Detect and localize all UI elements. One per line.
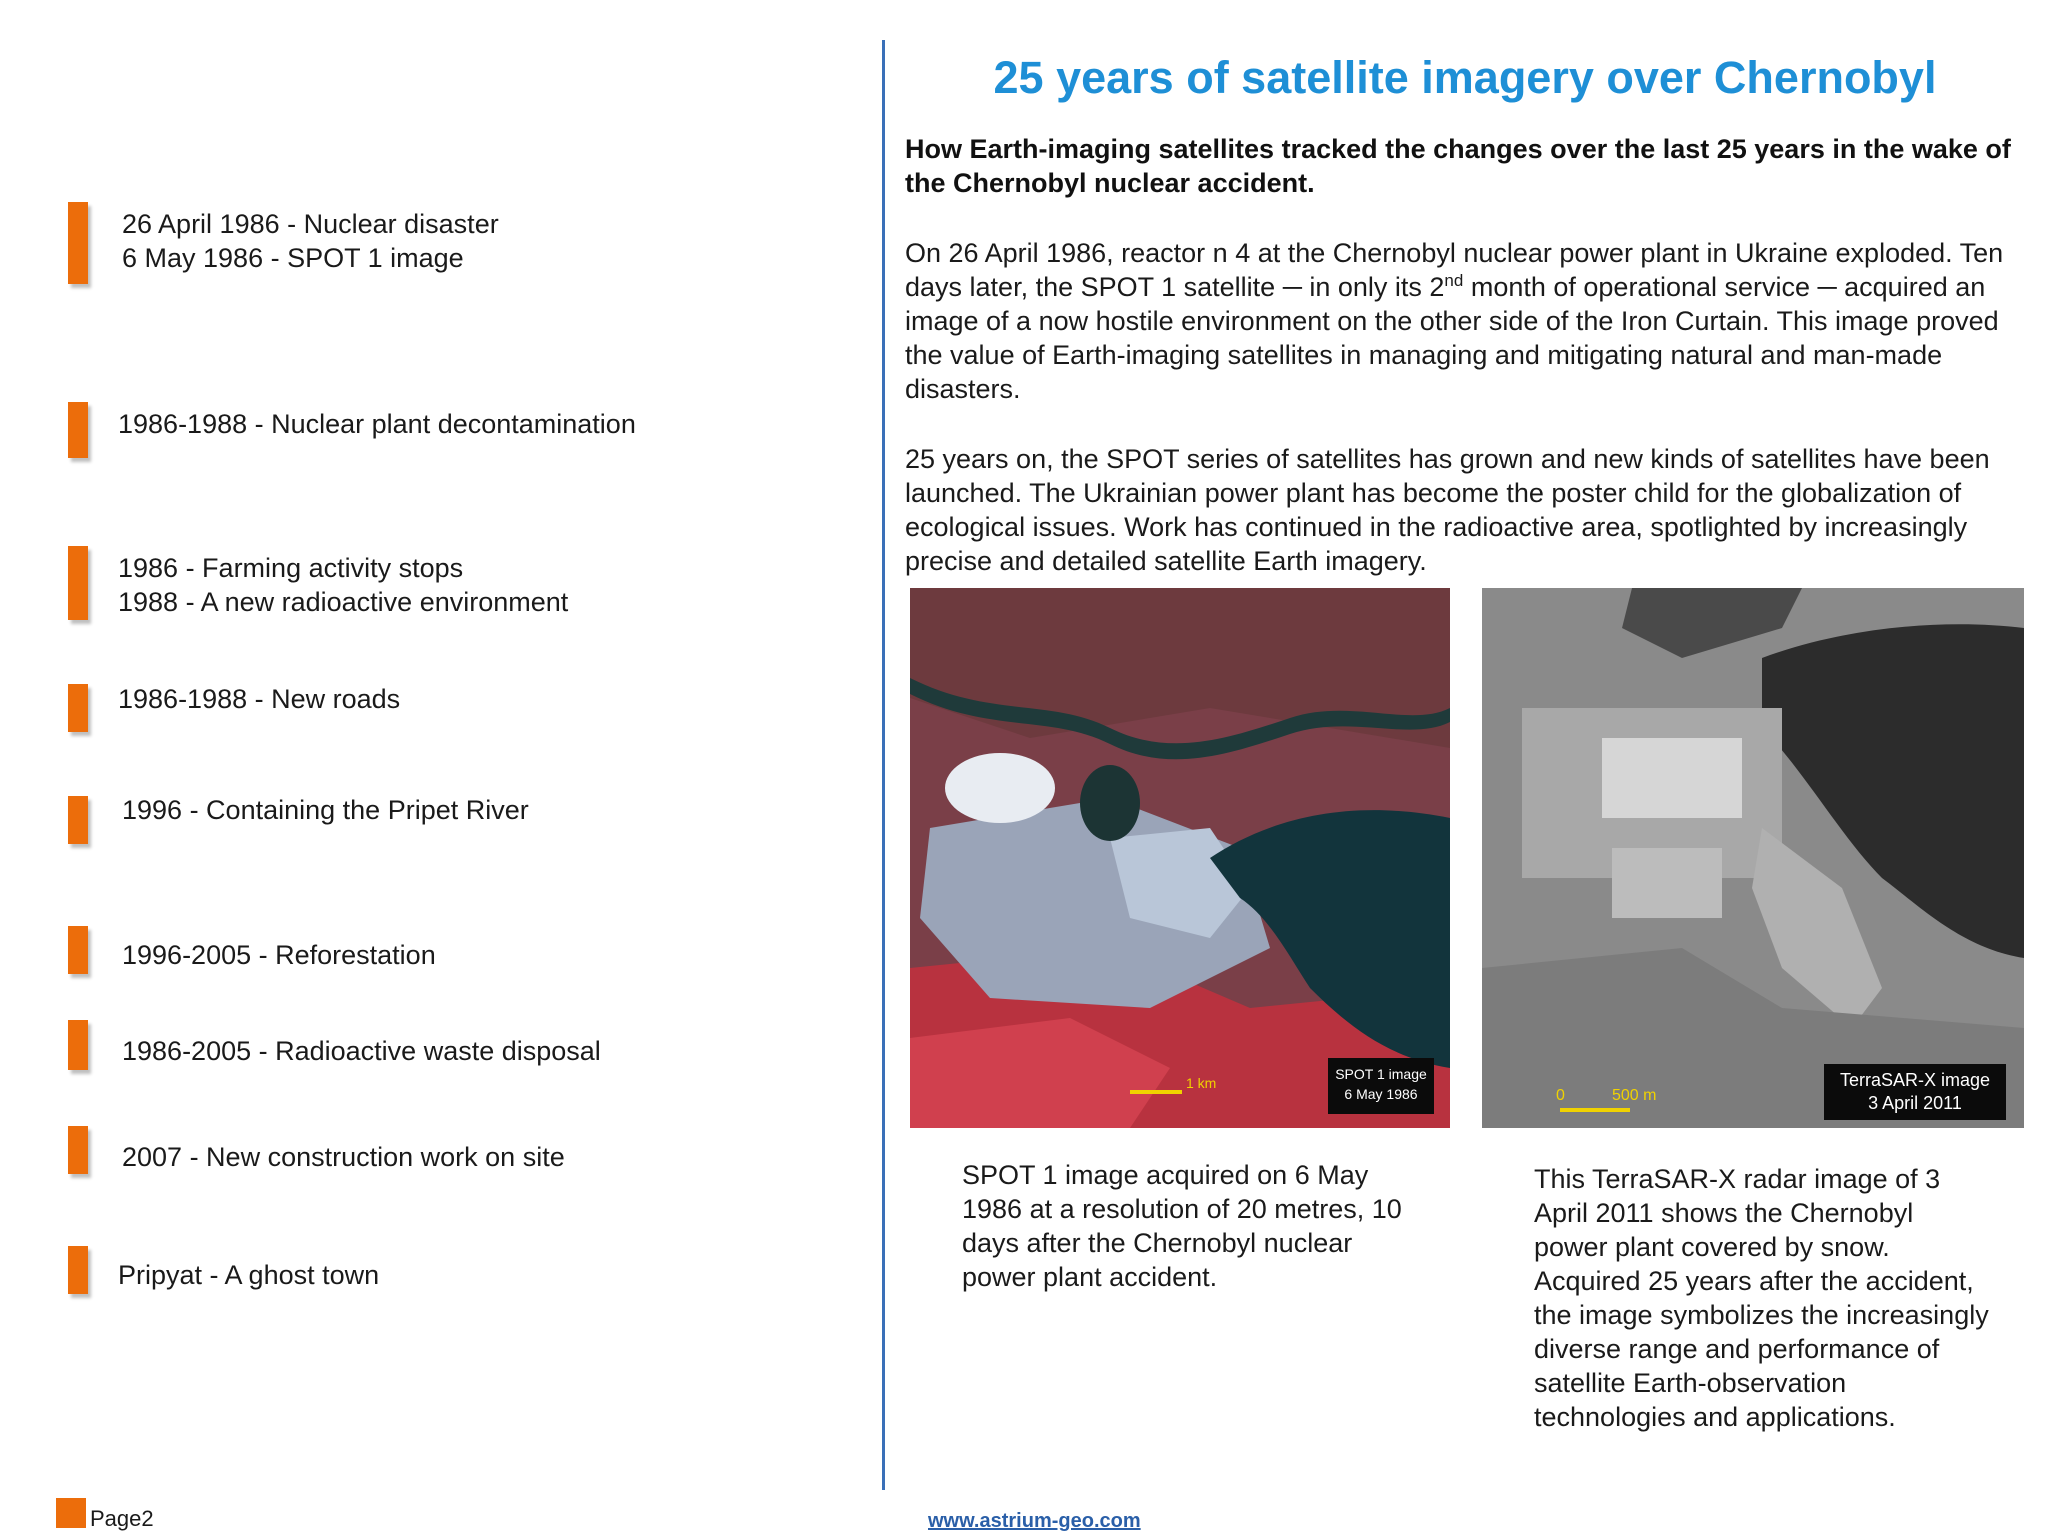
river-loop (1080, 765, 1140, 841)
timeline-marker (68, 1126, 88, 1174)
timeline-text (122, 1034, 601, 1068)
spot1-label-line1: SPOT 1 image (1335, 1066, 1427, 1082)
terrasar-label-line1: TerraSAR-X image (1839, 1070, 1991, 1090)
spot1-image-graphic (910, 588, 1450, 1128)
timeline-text (122, 207, 499, 275)
superscript: nd (1444, 271, 1464, 290)
sand-area (945, 753, 1055, 823)
page-title: 25 years of satellite imagery over Chernobyl (993, 52, 1937, 103)
timeline-line: Pripyat - A ghost town (118, 1260, 380, 1290)
timeline-marker (68, 1246, 88, 1294)
spot1-scale-label: 1 km (1186, 1075, 1217, 1091)
timeline-marker (68, 926, 88, 974)
timeline-text (118, 551, 568, 619)
timeline-line: 1986-2005 - Radioactive waste disposal (122, 1036, 601, 1066)
timeline-text (118, 407, 636, 441)
timeline-text (118, 682, 400, 716)
timeline-marker (68, 402, 88, 458)
page-number: Page2 (90, 1506, 154, 1531)
terrasar-caption: This TerraSAR-X radar image of 3 April 2011 shows the Chernobyl power plant covered by snow. Acquired 25 years after the accident, the image symbolizes the increasingly diverse range and performance of satellite Earth-observation technologies and applications. (1534, 1164, 1989, 1432)
timeline-line: 1986-1988 - Nuclear plant decontamination (118, 409, 636, 439)
timeline-text (122, 1140, 565, 1174)
body-paragraph-2: 25 years on, the SPOT series of satellites has grown and new kinds of satellites have been launched. The Ukrainian power plant has become the poster child for the globalization of ecological issues. Work has continued in the radioactive area, spotlighted by increasingly precise and detailed satellite Earth imagery. (905, 444, 1990, 576)
timeline-line: 1988 - A new radioactive environment (118, 587, 569, 617)
timeline-text (122, 793, 529, 827)
paragraph-text: month of operational service ─ acquired an image of a now hostile environment on the other side of the Iron Curtain. This image proved the value of Earth-imaging satellites in managing and mitigating natural and man-made disasters. (905, 272, 1999, 404)
spot1-label-line2: 6 May 1986 (1344, 1086, 1418, 1102)
timeline-marker (68, 796, 88, 844)
timeline-text (122, 938, 436, 972)
page-marker (56, 1498, 86, 1528)
timeline-line: 1996-2005 - Reforestation (122, 940, 436, 970)
terrasar-satellite-image (1482, 588, 2024, 1128)
timeline-line: 1996 - Containing the Pripet River (122, 795, 529, 825)
terrasar-label-line2: 3 April 2011 (1868, 1093, 1962, 1113)
terrasar-scale-end: 500 m (1612, 1087, 1657, 1104)
terrasar-scale-start: 0 (1556, 1087, 1565, 1104)
timeline-marker (68, 1020, 88, 1070)
reactor-buildings (1602, 738, 1742, 818)
paragraph-text: On 26 April 1986, reactor n 4 at the Chernobyl nuclear power plant in Ukraine exploded. Ten days later, the SPOT 1 satellite ─ in only its 2 (905, 238, 2004, 302)
timeline-line: 1986-1988 - New roads (118, 684, 401, 714)
switchyard (1612, 848, 1722, 918)
timeline-line: 2007 - New construction work on site (122, 1142, 565, 1172)
timeline-marker (68, 684, 88, 732)
timeline-marker (68, 202, 88, 284)
column-divider (882, 40, 885, 1490)
spot1-caption: SPOT 1 image acquired on 6 May 1986 at a resolution of 20 metres, 10 days after the Chernobyl nuclear power plant accident. (962, 1160, 1402, 1292)
timeline-text (118, 1258, 379, 1292)
timeline-line: 6 May 1986 - SPOT 1 image (122, 243, 464, 273)
website-link[interactable]: www.astrium-geo.com (928, 1510, 1141, 1532)
timeline-marker (68, 546, 88, 620)
timeline-line: 1986 - Farming activity stops (118, 553, 464, 583)
timeline-line: 26 April 1986 - Nuclear disaster (122, 209, 499, 239)
lead-paragraph: How Earth-imaging satellites tracked the changes over the last 25 years in the wake of the Chernobyl nuclear accident. (905, 134, 2011, 198)
spot1-satellite-image (910, 588, 1450, 1128)
terrasar-image-graphic (1482, 588, 2024, 1128)
body-paragraph-1 (905, 236, 2035, 406)
